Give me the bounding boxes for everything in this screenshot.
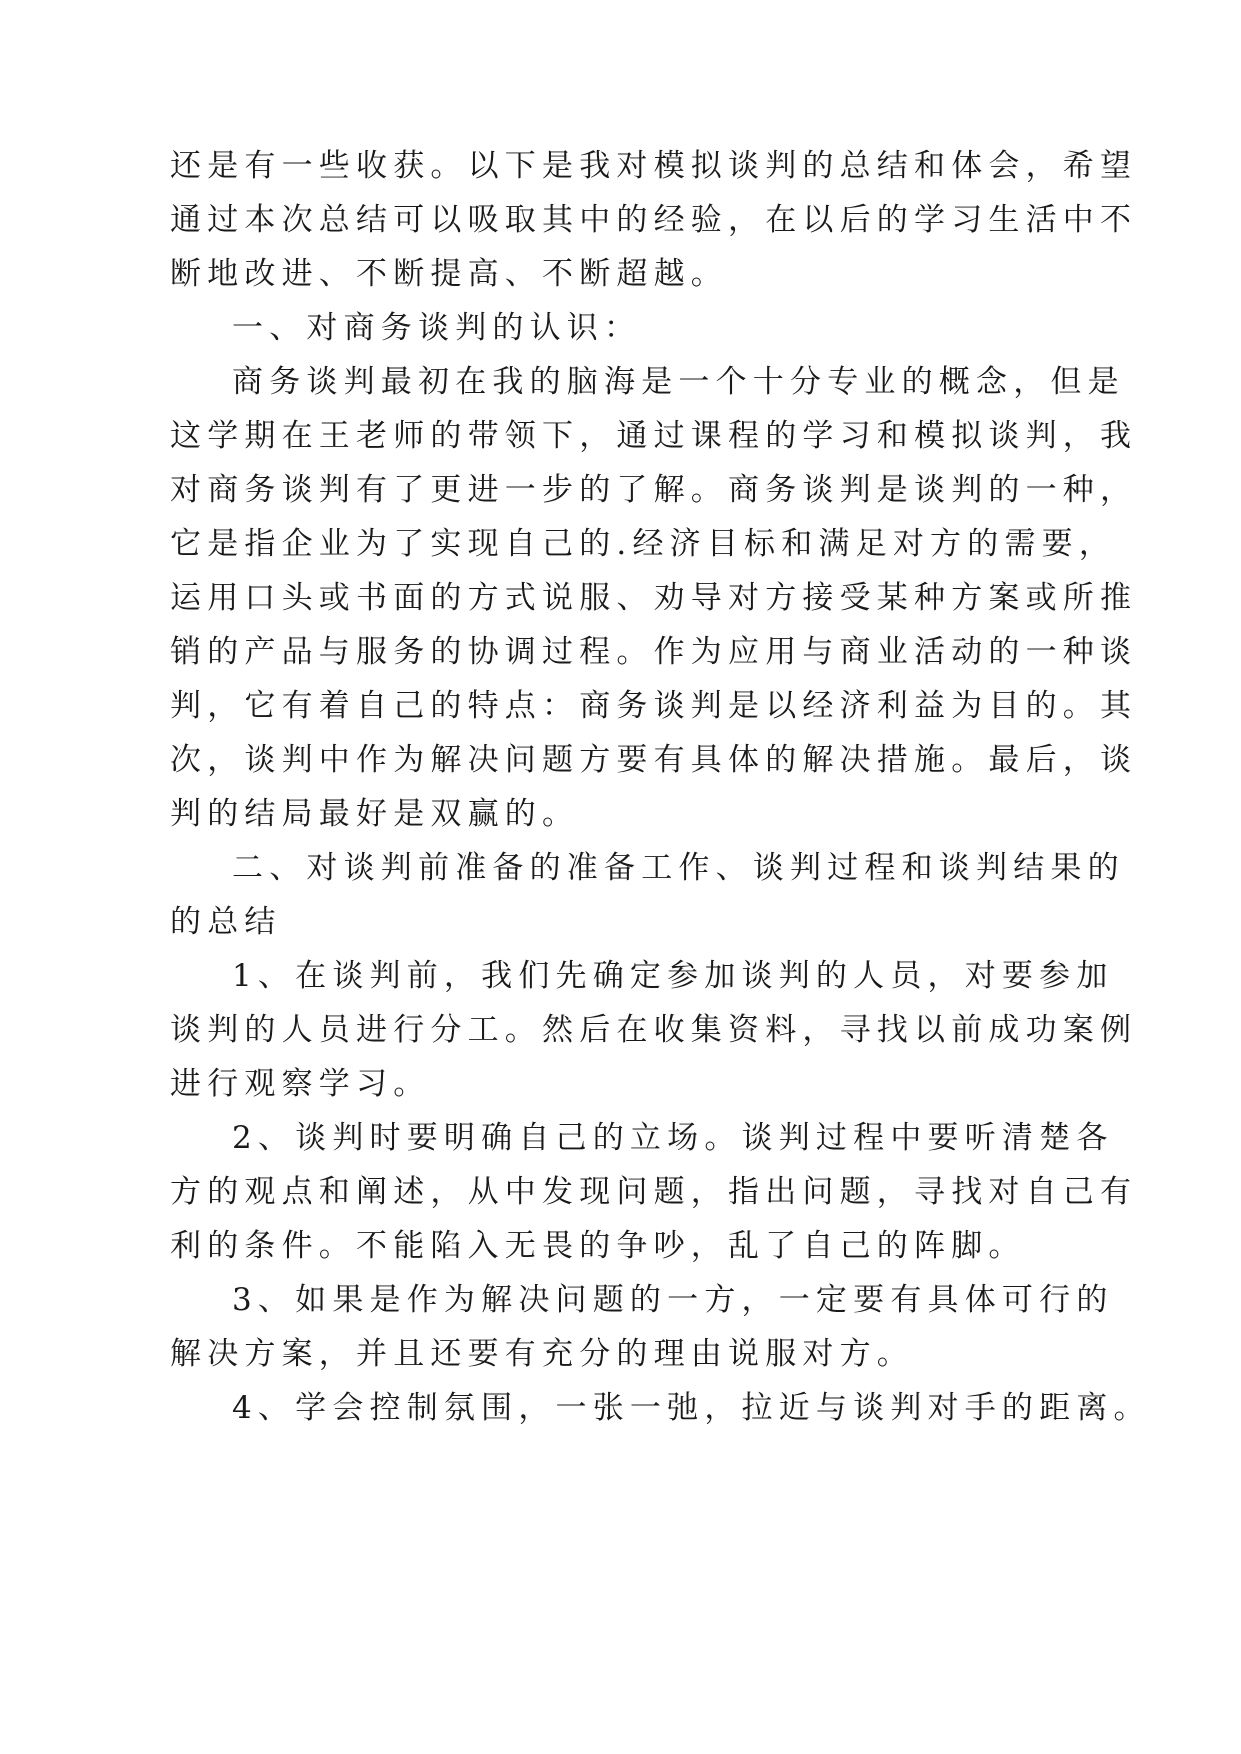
text-line: 3、如果是作为解决问题的一方，一定要有具体可行的 [232, 1282, 1114, 1318]
text-line: 断地改进、不断提高、不断超越。 [170, 256, 728, 292]
text-line: 1、在谈判前，我们先确定参加谈判的人员，对要参加 [232, 958, 1114, 994]
text-line: 次，谈判中作为解决问题方要有具体的解决措施。最后，谈 [170, 742, 1138, 778]
section-heading: 二、对谈判前准备的准备工作、谈判过程和谈判结果的 [232, 850, 1125, 886]
text-line: 通过本次总结可以吸取其中的经验，在以后的学习生活中不 [170, 202, 1138, 238]
text-line: 还是有一些收获。以下是我对模拟谈判的总结和体会，希望 [170, 148, 1138, 184]
text-line: 运用口头或书面的方式说服、劝导对方接受某种方案或所推 [170, 580, 1138, 616]
text-line: 4、学会控制氛围，一张一弛，拉近与谈判对手的距离。 [232, 1390, 1151, 1426]
text-line: 利的条件。不能陷入无畏的争吵，乱了自己的阵脚。 [170, 1228, 1026, 1264]
text-line: 判的结局最好是双赢的。 [170, 796, 580, 832]
text-line: 2、谈判时要明确自己的立场。谈判过程中要听清楚各 [232, 1120, 1114, 1156]
text-line: 判，它有着自己的特点：商务谈判是以经济利益为目的。其 [170, 688, 1138, 724]
text-line: 商务谈判最初在我的脑海是一个十分专业的概念，但是 [232, 364, 1125, 400]
text-line: 销的产品与服务的协调过程。作为应用与商业活动的一种谈 [170, 634, 1138, 670]
text-line: 方的观点和阐述，从中发现问题，指出问题，寻找对自己有 [170, 1174, 1138, 1210]
text-line: 对商务谈判有了更进一步的了解。商务谈判是谈判的一种， [170, 472, 1138, 508]
text-line: 解决方案，并且还要有充分的理由说服对方。 [170, 1336, 914, 1372]
text-line: 这学期在王老师的带领下，通过课程的学习和模拟谈判，我 [170, 418, 1138, 454]
text-line: 它是指企业为了实现自己的.经济目标和满足对方的需要， [170, 526, 1117, 562]
section-heading: 一、对商务谈判的认识： [232, 310, 642, 346]
text-line: 的总结 [170, 904, 282, 940]
text-line: 谈判的人员进行分工。然后在收集资料，寻找以前成功案例 [170, 1012, 1138, 1048]
text-line: 进行观察学习。 [170, 1066, 431, 1102]
